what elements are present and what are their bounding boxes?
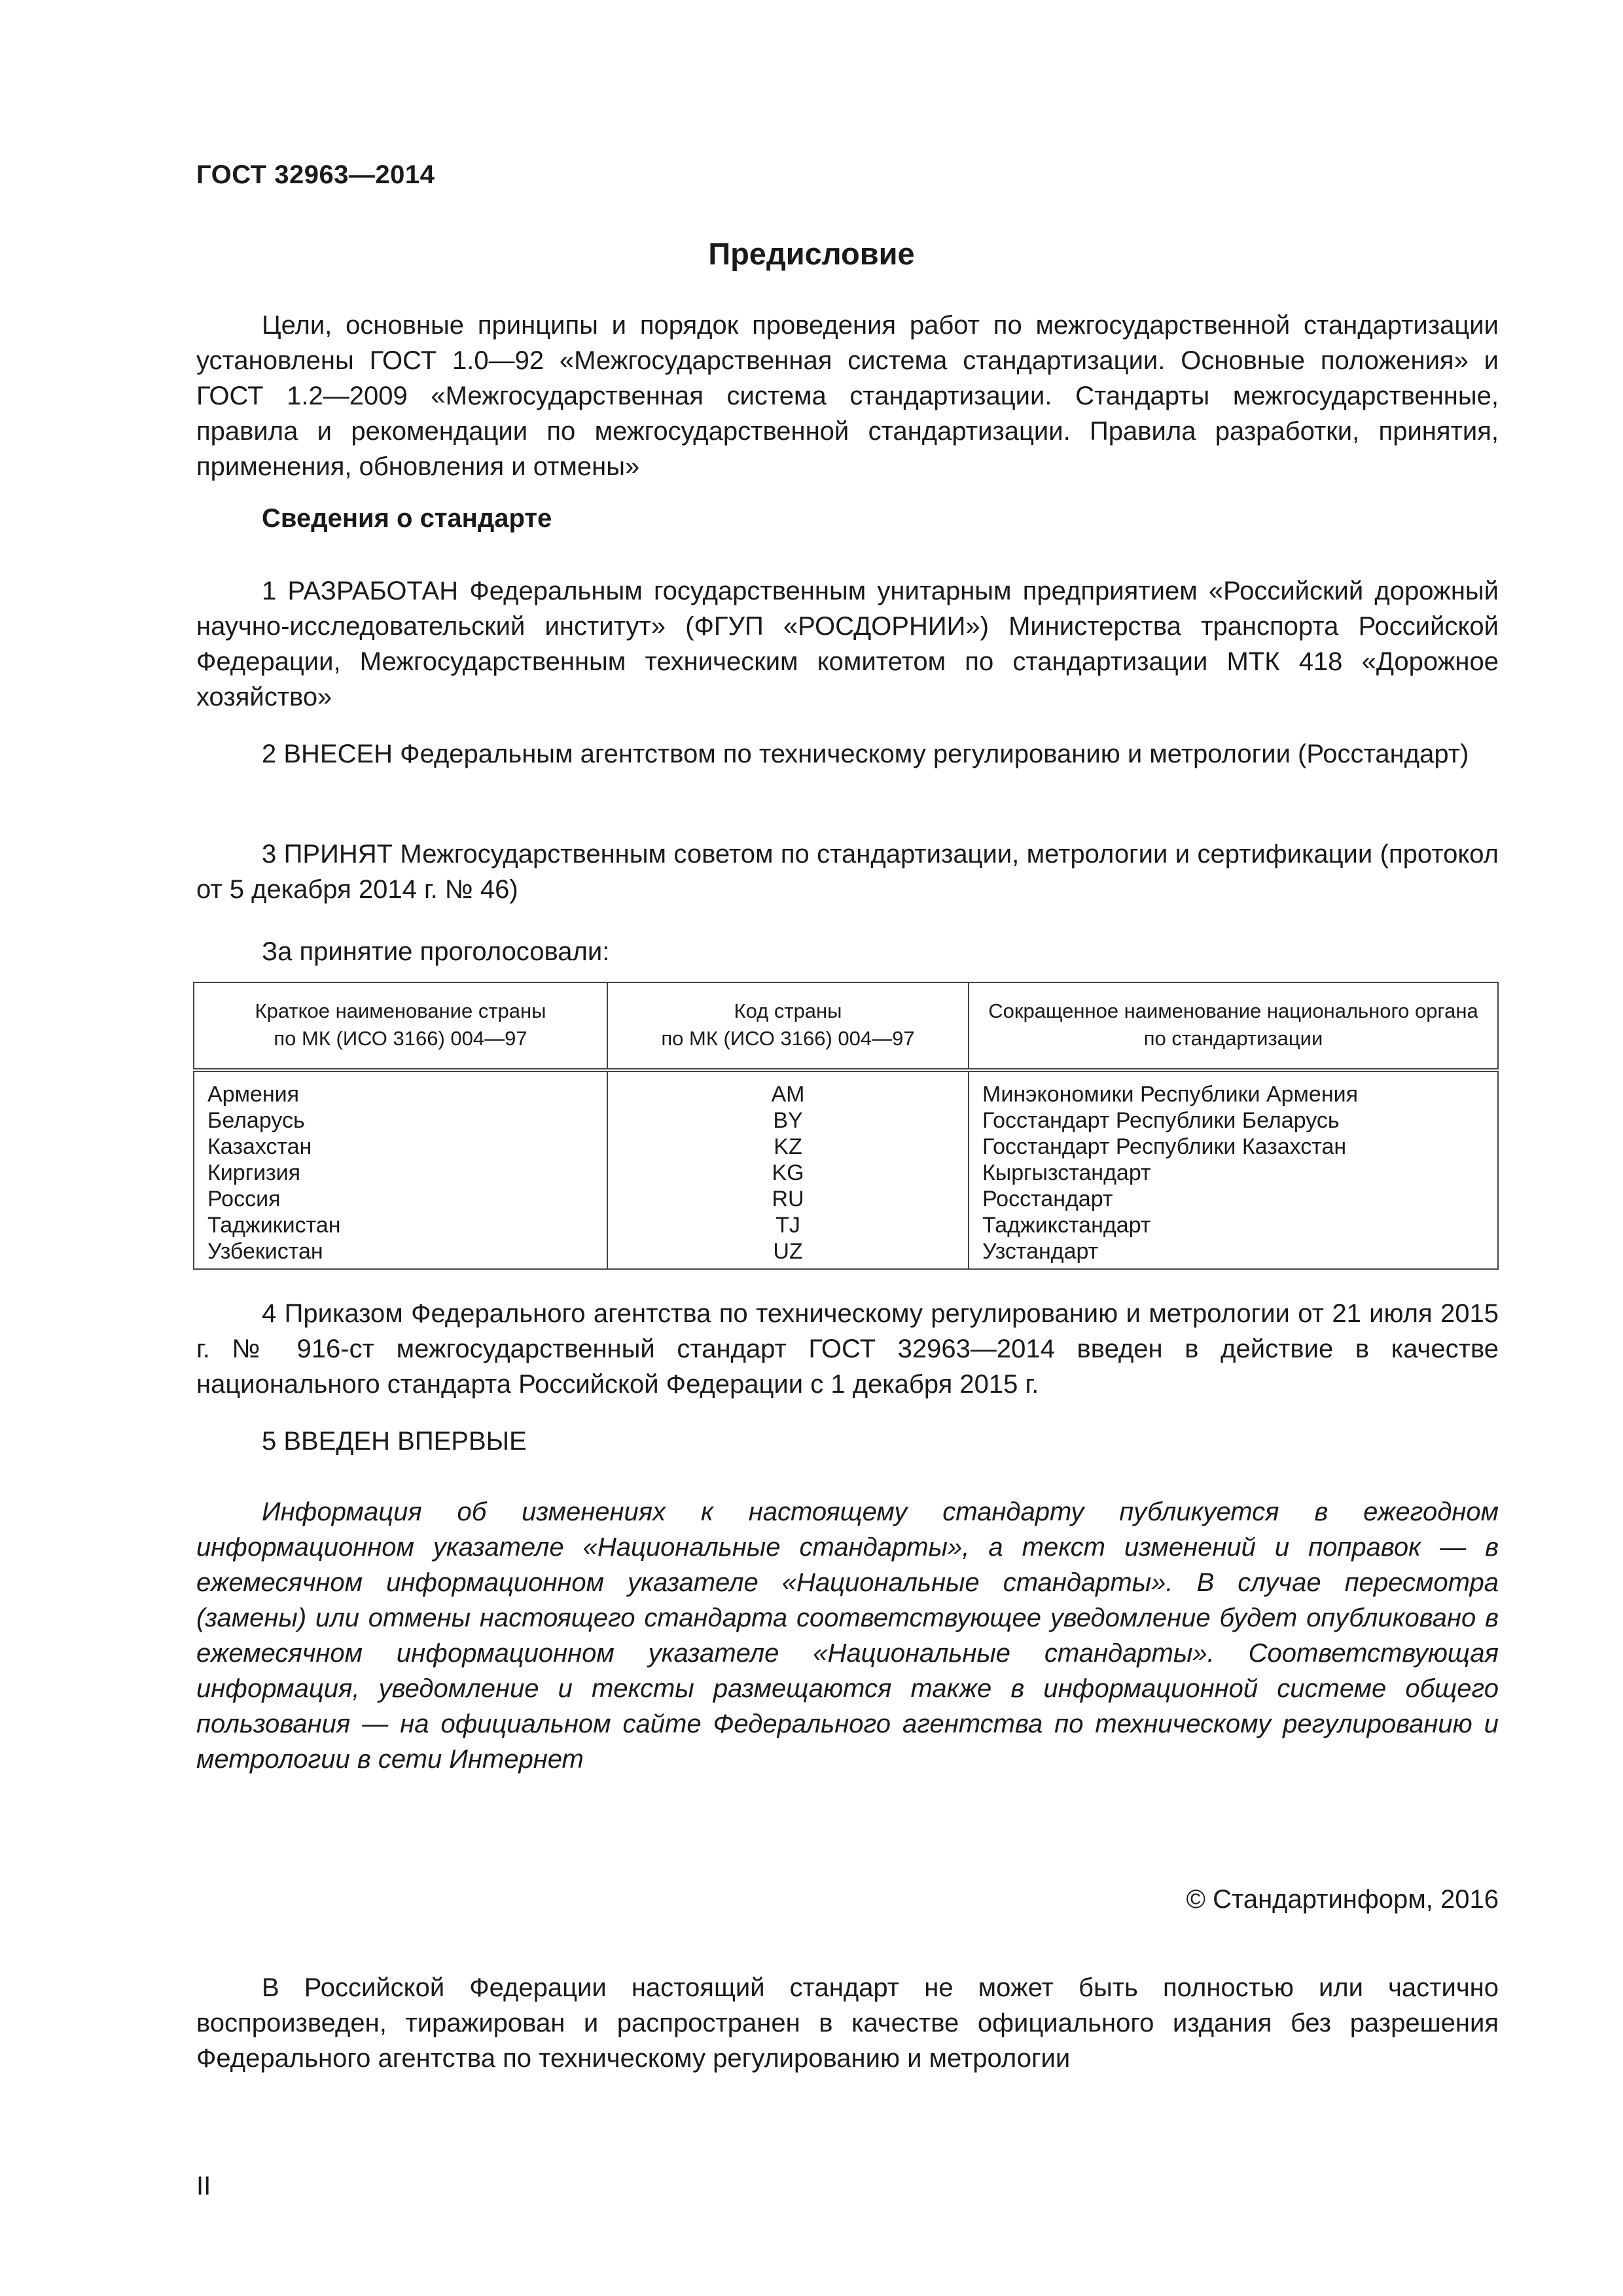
cell-body: Минэкономики Республики Армения [969, 1070, 1498, 1107]
cell-body: Кыргызстандарт [969, 1160, 1498, 1186]
table-row [194, 1160, 1498, 1186]
cell-body: Узстандарт [969, 1238, 1498, 1269]
item-2-introduced: 2 ВНЕСЕН Федеральным агентством по техническому регулированию и метрологии (Росстандарт) [262, 740, 1469, 768]
cell-code: KG [607, 1160, 969, 1186]
vote-label: За принятие проголосовали: [262, 937, 610, 966]
cell-code: TJ [607, 1212, 969, 1238]
intro-paragraph: Цели, основные принципы и порядок проведения работ по межгосударственной стандартизации установлены ГОСТ 1.0—92 «Межгосударственная система стандартизации. Основные положения» и ГОСТ 1.2—2009 «Межгосударственная система стандартизации. Стандарты межгосударственные, правила и рекомендации по межгосударственной стандартизации. Правила разработки, принятия, применения, обновления и отмены» [196, 311, 1499, 481]
cell-country: Таджикистан [194, 1212, 607, 1238]
col-body-header: Сокращенное наименование национального органа по стандартизации [969, 982, 1498, 1070]
cell-body: Госстандарт Республики Казахстан [969, 1134, 1498, 1160]
cell-code: RU [607, 1186, 969, 1212]
table-row [194, 1212, 1498, 1238]
cell-country: Армения [194, 1070, 607, 1107]
col-code-header: Код страны по МК (ИСО 3166) 004—97 [607, 982, 969, 1070]
cell-country: Беларусь [194, 1107, 607, 1134]
table-row [194, 1238, 1498, 1269]
page-title: Предисловие [708, 236, 915, 271]
cell-code: KZ [607, 1134, 969, 1160]
table-row [194, 1186, 1498, 1212]
cell-code: BY [607, 1107, 969, 1134]
changes-info-paragraph: Информация об изменениях к настоящему стандарту публикуется в ежегодном информационном указателе «Национальные стандарты», а текст изменений и поправок — в ежемесячном информационном указателе «Национальные стандарты». В случае пересмотра (замены) или отмены настоящего стандарта соответствующее уведомление будет опубликовано в ежемесячном информационном указателе «Национальные стандарты». Соответствующая информация, уведомление и тексты размещаются также в информационной системе общего пользования — на официальном сайте Федерального агентства по техническому регулированию и метрологии в сети Интернет [196, 1498, 1499, 1774]
table-row [194, 1134, 1498, 1160]
table-row [194, 1070, 1498, 1107]
cell-body: Таджикстандарт [969, 1212, 1498, 1238]
table-row [194, 1107, 1498, 1134]
cell-country: Россия [194, 1186, 607, 1212]
item-4-order: 4 Приказом Федерального агентства по техническому регулированию и метрологии от 21 июля 2015 г. № 916-ст межгосударственный стандарт ГОСТ 32963—2014 введен в действие в качестве национального стандарта Российской Федерации с 1 декабря 2015 г. [196, 1299, 1499, 1399]
item-3-adopted: 3 ПРИНЯТ Межгосударственным советом по стандартизации, метрологии и сертификации (протокол от 5 декабря 2014 г. № 46) [196, 840, 1499, 904]
cell-body: Госстандарт Республики Беларусь [969, 1107, 1498, 1134]
cell-country: Киргизия [194, 1160, 607, 1186]
item-5-first-introduced: 5 ВВЕДЕН ВПЕРВЫЕ [262, 1427, 527, 1456]
copyright-notice: © Стандартинформ, 2016 [1186, 1885, 1499, 1914]
page-number: II [196, 2172, 211, 2200]
cell-country: Узбекистан [194, 1238, 607, 1269]
info-heading: Сведения о стандарте [262, 504, 552, 533]
cell-code: UZ [607, 1238, 969, 1269]
col-country-header: Краткое наименование страны по МК (ИСО 3166) 004—97 [194, 982, 607, 1070]
voting-countries-table [193, 982, 1499, 1270]
reproduction-notice: В Российской Федерации настоящий стандарт не может быть полностью или частично воспроизведен, тиражирован и распространен в качестве официального издания без разрешения Федерального агентства по техническому регулированию и метрологии [196, 1973, 1499, 2073]
cell-country: Казахстан [194, 1134, 607, 1160]
table-header-row [194, 982, 1498, 1070]
cell-code: AM [607, 1070, 969, 1107]
cell-body: Росстандарт [969, 1186, 1498, 1212]
item-1-developed: 1 РАЗРАБОТАН Федеральным государственным унитарным предприятием «Российский дорожный научно-исследовательский институт» (ФГУП «РОСДОРНИИ») Министерства транспорта Российской Федерации, Межгосударственным техническим комитетом по стандартизации МТК 418 «Дорожное хозяйство» [196, 577, 1499, 711]
document-code-header: ГОСТ 32963—2014 [196, 160, 435, 189]
